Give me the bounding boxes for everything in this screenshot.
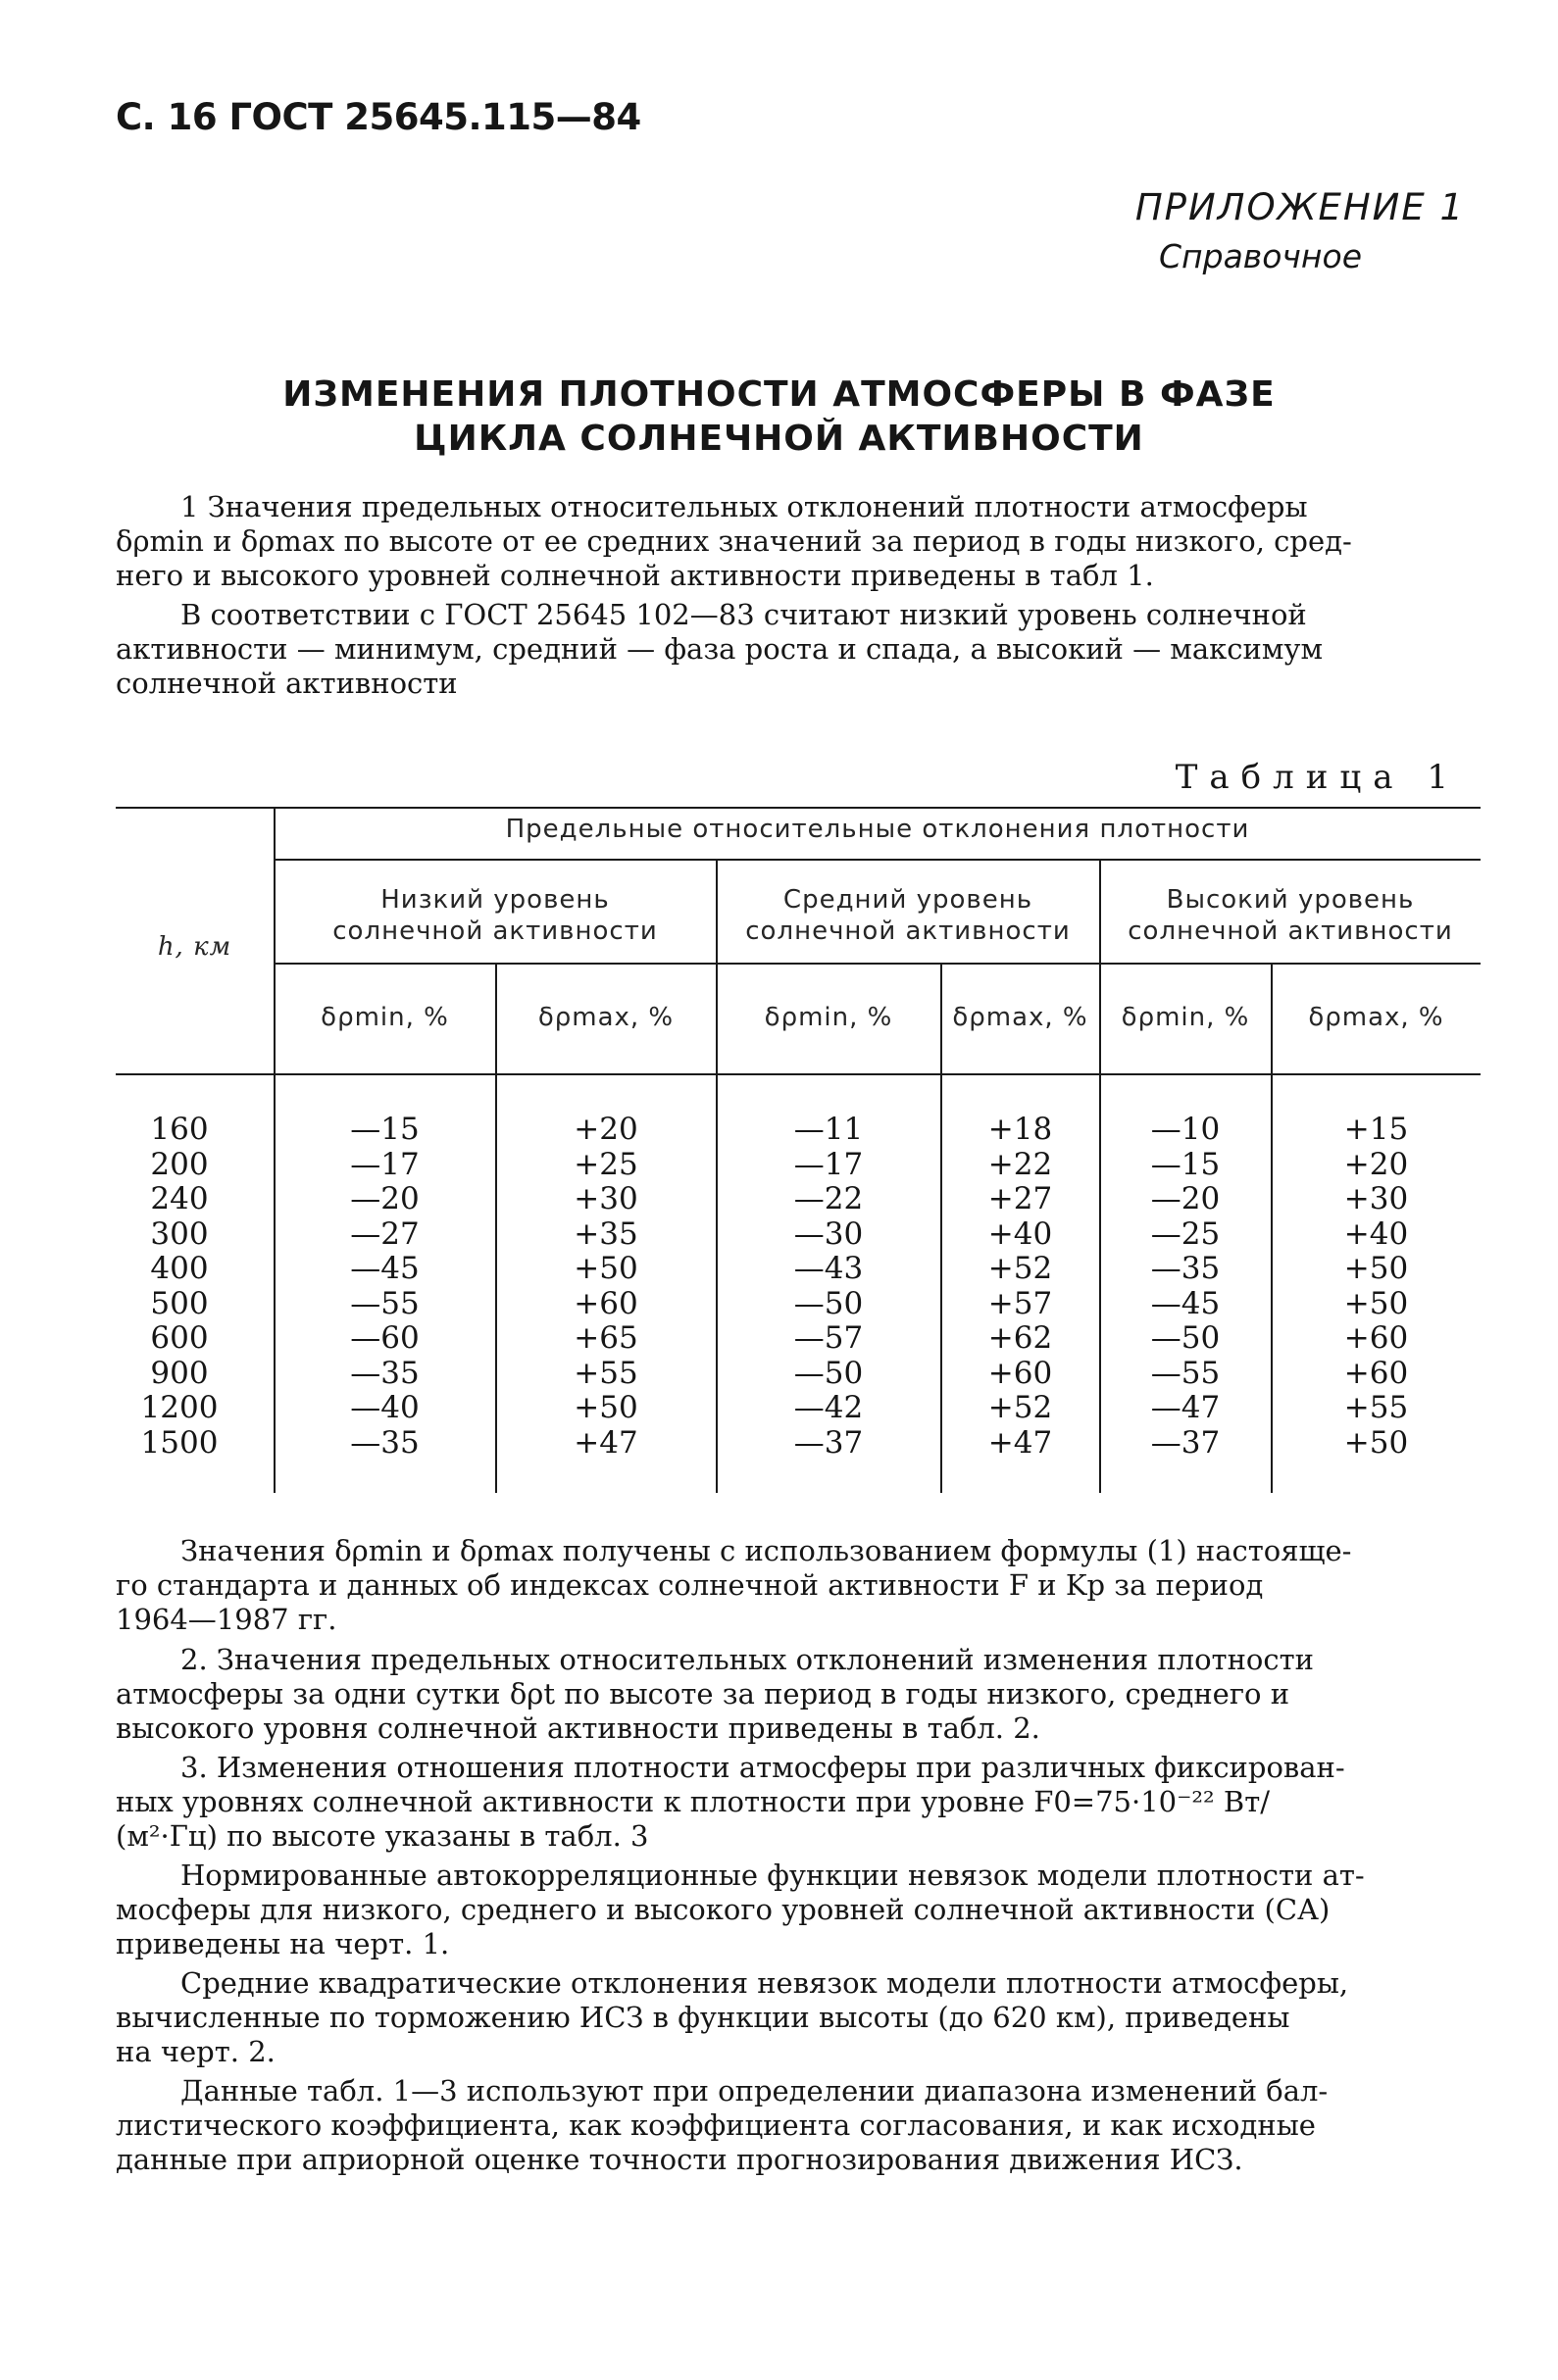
table-cell: —17 — [793, 1146, 864, 1182]
intro-paragraph-2 — [116, 598, 1481, 701]
table-cell: —37 — [793, 1424, 864, 1461]
table-cell: 600 — [150, 1320, 209, 1356]
table-cell: +30 — [574, 1181, 638, 1216]
table-cell: +55 — [574, 1355, 638, 1391]
table-group-header: Предельные относительные отклонения плотности — [505, 815, 1250, 844]
column-mid-max — [941, 1113, 1099, 1461]
table-cell: 400 — [150, 1251, 209, 1286]
text-line: атмосферы за одни сутки δρt по высоте за период в годы низкого, среднего и — [116, 1677, 1290, 1711]
level-header-mid — [717, 884, 1099, 947]
table-cell: —27 — [350, 1215, 420, 1252]
table-cell: 300 — [150, 1215, 209, 1252]
table-cell: —55 — [350, 1285, 420, 1321]
text-line: на черт. 2. — [116, 2035, 276, 2068]
table-header-bottom-rule — [116, 1073, 1481, 1075]
table-cell: +60 — [574, 1285, 638, 1321]
table-cell: —35 — [1150, 1251, 1221, 1286]
level-header-line: Низкий уровень — [380, 885, 610, 915]
table-note-paragraph — [116, 1534, 1481, 1637]
table-cell: —37 — [1150, 1424, 1221, 1461]
table-cell: 160 — [150, 1112, 209, 1147]
table-cell: +22 — [987, 1146, 1053, 1182]
table-cell: —42 — [793, 1390, 864, 1425]
table-cell: —15 — [1150, 1146, 1221, 1182]
text-line: го стандарта и данных об индексах солнечной активности F и Kp за период — [116, 1568, 1264, 1602]
table-cell: +20 — [1343, 1146, 1409, 1182]
table-top-rule — [116, 807, 1481, 809]
column-high-min — [1100, 1113, 1271, 1461]
table-cell: +30 — [1343, 1181, 1409, 1216]
table-cell: +65 — [574, 1320, 638, 1356]
section-title-line-1: ИЗМЕНЕНИЯ ПЛОТНОСТИ АТМОСФЕРЫ В ФАЗЕ — [282, 374, 1276, 415]
table-cell: —20 — [350, 1181, 420, 1216]
table-cell: +50 — [574, 1390, 638, 1425]
table-cell: +57 — [987, 1285, 1053, 1321]
level-header-line: солнечной активности — [1128, 917, 1453, 946]
table-level-rule — [275, 963, 1481, 965]
table-cell: —35 — [350, 1424, 420, 1461]
text-line: 2. Значения предельных относительных отклонений изменения плотности — [180, 1643, 1314, 1676]
table-cell: —55 — [1150, 1355, 1221, 1391]
table-cell: +60 — [1343, 1320, 1409, 1356]
text-line: ных уровнях солнечной активности к плотности при уровне F0=75·10⁻²² Вт/ — [116, 1785, 1271, 1818]
section-title-line-2: ЦИКЛА СОЛНЕЧНОЙ АКТИВНОСТИ — [414, 419, 1144, 459]
table-cell: —15 — [350, 1112, 420, 1147]
table-cell: +20 — [574, 1112, 638, 1147]
column-height — [116, 1113, 243, 1461]
paragraph-5 — [116, 1966, 1481, 2069]
text-line: листического коэффициента, как коэффициента согласования, и как исходные — [116, 2108, 1316, 2142]
table-cell: +15 — [1343, 1112, 1409, 1147]
paragraph-6 — [116, 2074, 1481, 2177]
text-line: Значения δρmin и δρmax получены с использованием формулы (1) настояще- — [180, 1534, 1352, 1567]
table-cell: +18 — [987, 1112, 1053, 1147]
table-cell: +52 — [987, 1390, 1053, 1425]
table-cell: +47 — [987, 1424, 1053, 1461]
table-cell: +55 — [1343, 1390, 1409, 1425]
table-cell: +27 — [987, 1181, 1053, 1216]
level-header-line: Средний уровень — [782, 885, 1033, 915]
row-header-height: h, км — [157, 932, 232, 962]
text-line: мосферы для низкого, среднего и высокого уровней солнечной активности (СА) — [116, 1893, 1331, 1926]
table-cell: 900 — [150, 1355, 209, 1391]
table-cell: —40 — [350, 1390, 420, 1425]
table-cell: +62 — [987, 1320, 1053, 1356]
text-line: δρmin и δρmax по высоте от ее средних значений за период в годы низкого, сред- — [116, 524, 1352, 558]
level-header-high — [1100, 884, 1481, 947]
page-header: С. 16 ГОСТ 25645.115—84 — [116, 96, 641, 138]
table-cell: 1500 — [140, 1424, 219, 1461]
table-group-rule — [275, 859, 1481, 861]
level-header-line: Высокий уровень — [1166, 885, 1415, 915]
table-cell: 200 — [150, 1146, 209, 1182]
table-cell: 1200 — [140, 1390, 219, 1425]
appendix-title: ПРИЛОЖЕНИЕ 1 — [1134, 186, 1465, 228]
table-cell: +50 — [1343, 1424, 1409, 1461]
table-cell: —50 — [793, 1285, 864, 1321]
text-line: солнечной активности — [116, 667, 458, 700]
subheader-mid-min: δρmin, % — [764, 1003, 893, 1032]
subheader-high-max: δρmax, % — [1308, 1003, 1444, 1032]
table-cell: +60 — [987, 1355, 1053, 1391]
table-cell: 500 — [150, 1285, 209, 1321]
table-cell: —25 — [1150, 1215, 1221, 1252]
column-low-min — [275, 1113, 495, 1461]
table-cell: —45 — [350, 1251, 420, 1286]
text-line: 1 Значения предельных относительных отклонений плотности атмосферы — [180, 490, 1308, 523]
paragraph-4 — [116, 1859, 1481, 1961]
text-line: Средние квадратические отклонения невязок модели плотности атмосферы, — [180, 1966, 1349, 2000]
column-mid-min — [717, 1113, 940, 1461]
text-line: Нормированные автокорреляционные функции невязок модели плотности ат- — [180, 1859, 1365, 1892]
text-line: вычисленные по торможению ИСЗ в функции высоты (до 620 км), приведены — [116, 2001, 1290, 2034]
table-cell: 240 — [150, 1181, 209, 1216]
text-line: 3. Изменения отношения плотности атмосферы при различных фиксирован- — [180, 1751, 1345, 1784]
table-cell: +25 — [574, 1146, 638, 1182]
paragraph-2 — [116, 1643, 1481, 1746]
text-line: 1964—1987 гг. — [116, 1603, 337, 1636]
table-cell: —11 — [793, 1112, 864, 1147]
table-cell: +40 — [1343, 1215, 1409, 1252]
text-line: приведены на черт. 1. — [116, 1927, 450, 1960]
text-line: активности — минимум, средний — фаза роста и спада, а высокий — максимум — [116, 632, 1324, 666]
table-cell: +40 — [987, 1215, 1053, 1252]
table-cell: —10 — [1150, 1112, 1221, 1147]
table-cell: —22 — [793, 1181, 864, 1216]
table-cell: +50 — [1343, 1285, 1409, 1321]
table-cell: +50 — [574, 1251, 638, 1286]
table-cell: —35 — [350, 1355, 420, 1391]
table-cell: —57 — [793, 1320, 864, 1356]
intro-paragraph-1 — [116, 490, 1481, 593]
subheader-high-min: δρmin, % — [1121, 1003, 1250, 1032]
table-cell: —47 — [1150, 1390, 1221, 1425]
table-cell: +47 — [574, 1424, 638, 1461]
table-cell: +52 — [987, 1251, 1053, 1286]
table-cell: —50 — [793, 1355, 864, 1391]
level-header-line: солнечной активности — [332, 917, 658, 946]
table-cell: —50 — [1150, 1320, 1221, 1356]
subheader-mid-max: δρmax, % — [952, 1003, 1088, 1032]
level-header-line: солнечной активности — [745, 917, 1071, 946]
table-cell: +60 — [1343, 1355, 1409, 1391]
table-cell: +50 — [1343, 1251, 1409, 1286]
subheader-low-min: δρmin, % — [321, 1003, 449, 1032]
text-line: (м²·Гц) по высоте указаны в табл. 3 — [116, 1819, 649, 1853]
table-cell: —43 — [793, 1251, 864, 1286]
text-line: данные при априорной оценке точности прогнозирования движения ИСЗ. — [116, 2143, 1243, 2176]
table-cell: —45 — [1150, 1285, 1221, 1321]
paragraph-3 — [116, 1751, 1481, 1854]
table-caption: Таблица 1 — [1175, 758, 1460, 797]
column-low-max — [496, 1113, 716, 1461]
subheader-low-max: δρmax, % — [537, 1003, 675, 1032]
table-cell: +35 — [574, 1215, 638, 1252]
table-cell: —20 — [1150, 1181, 1221, 1216]
level-header-low — [275, 884, 716, 947]
text-line: В соответствии с ГОСТ 25645 102—83 считают низкий уровень солнечной — [180, 598, 1307, 631]
table-cell: —60 — [350, 1320, 420, 1356]
appendix-subtitle: Справочное — [1159, 237, 1362, 275]
table-cell: —30 — [793, 1215, 864, 1252]
column-high-max — [1272, 1113, 1481, 1461]
text-line: него и высокого уровней солнечной активности приведены в табл 1. — [116, 559, 1154, 592]
text-line: высокого уровня солнечной активности приведены в табл. 2. — [116, 1711, 1040, 1745]
table-cell: —17 — [350, 1146, 420, 1182]
text-line: Данные табл. 1—3 используют при определении диапазона изменений бал- — [180, 2074, 1329, 2107]
